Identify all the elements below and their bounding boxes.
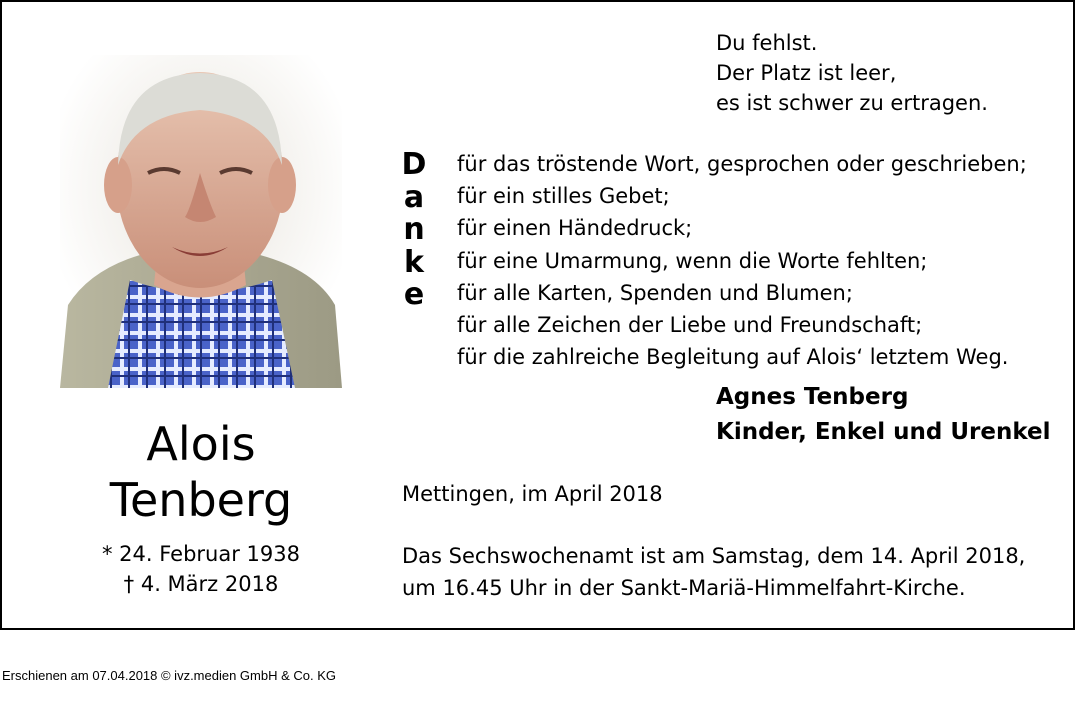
publication-footer: Erschienen am 07.04.2018 © ivz.medien GmbH & Co. KG [2, 668, 337, 683]
deceased-last-name: Tenberg [109, 473, 293, 527]
thanks-line: für die zahlreiche Begleitung auf Alois‘ letztem Weg. [457, 345, 1009, 370]
birth-date: * 24. Februar 1938 [102, 542, 300, 566]
signer-line: Kinder, Enkel und Urenkel [716, 419, 1051, 445]
place-date: Mettingen, im April 2018 [402, 482, 663, 506]
poem-line: es ist schwer zu ertragen. [716, 91, 988, 115]
danke-letter: e [403, 277, 425, 312]
danke-letter: a [403, 179, 425, 215]
thanks-line: für ein stilles Gebet; [457, 184, 670, 209]
poem [716, 28, 988, 118]
thanks-line: für alle Zeichen der Liebe und Freundschaft; [457, 313, 923, 338]
mass-notice-line: Das Sechswochenamt ist am Samstag, dem 14. April 2018, [402, 544, 1026, 568]
portrait-photo [60, 55, 342, 388]
thanks-line: für einen Händedruck; [457, 216, 693, 241]
thanks-line: für alle Karten, Spenden und Blumen; [457, 280, 853, 305]
poem-line: Der Platz ist leer, [716, 61, 897, 85]
deceased-first-name: Alois [146, 417, 256, 471]
signers [716, 380, 1050, 450]
thanks-line: für eine Umarmung, wenn die Worte fehlten; [457, 248, 928, 273]
poem-line: Du fehlst. [716, 31, 818, 55]
thanks-list [457, 148, 1027, 373]
danke-vertical-word [400, 149, 428, 312]
thanks-line: für das tröstende Wort, gesprochen oder geschrieben; [457, 152, 1027, 176]
signer-line: Agnes Tenberg [716, 384, 909, 410]
danke-letter: k [404, 244, 424, 280]
danke-letter: D [401, 147, 427, 182]
mass-notice-line: um 16.45 Uhr in der Sankt-Mariä-Himmelfahrt-Kirche. [402, 576, 966, 600]
danke-letter: n [403, 212, 425, 247]
mass-notice [402, 540, 1025, 604]
death-date: † 4. März 2018 [123, 572, 279, 596]
